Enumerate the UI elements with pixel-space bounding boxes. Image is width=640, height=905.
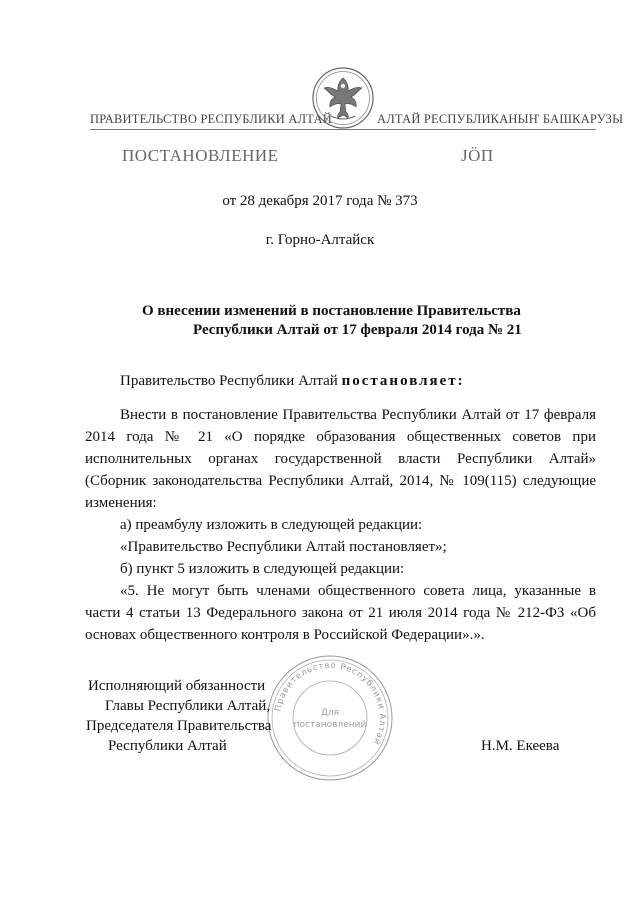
official-stamp [265,653,395,783]
item-a-text: «Правительство Республики Алтай постановляет»; [120,539,447,555]
doc-type-right: ЈӦП [461,146,494,165]
stamp-outer-text: Правительство Республики Алтай [273,660,388,747]
item-b: б) пункт 5 изложить в следующей редакции: [120,561,405,577]
document-date-number: от 28 декабря 2017 года № 373 [222,193,418,209]
signature-title-line4: Республики Алтай [108,738,227,754]
doc-type-left: ПОСТАНОВЛЕНИЕ [122,146,279,165]
body-line: исполнительных органах государственной власти Республики Алтай» [85,451,596,467]
preamble [120,373,465,390]
item-b-line: «5. Не могут быть членами общественного совета лица, указанные в [120,583,596,599]
signature-title-line1: Исполняющий обязанности [88,678,266,694]
body-line: (Сборник законодательства Республики Алтай, 2014, № 109(115) следующие [85,473,596,489]
preamble-emphasis: постановляет: [341,373,465,389]
stamp-inner-line1: Для [320,708,340,718]
item-b-line: части 4 статьи 13 Федерального закона от 21 июля 2014 года № 212-ФЗ «Об [85,605,596,621]
header-org-left: ПРАВИТЕЛЬСТВО РЕСПУБЛИКИ АЛТАЙ [90,112,332,126]
header-org-right: АЛТАЙ РЕСПУБЛИКАНЫҤ БАШКАРУЗЫ [377,112,624,126]
coat-of-arms-icon [311,66,375,130]
body-line: изменения: [85,495,157,511]
signature-title-line2: Главы Республики Алтай, [105,698,271,714]
document-city: г. Горно-Алтайск [265,232,375,248]
body-line: 2014 года № 21 «О порядке образования общественных советов при [85,429,596,445]
document-title-line1: О внесении изменений в постановление Правительства [142,303,521,319]
item-b-line: основах общественного контроля в Российской Федерации».». [85,627,485,643]
body-paragraph-1 [85,404,596,514]
svg-text:Правительство Республики Алтай [273,661,387,747]
document-title-line2: Республики Алтай от 17 февраля 2014 года № 21 [193,322,522,338]
preamble-text: Правительство Республики Алтай [120,373,342,389]
signature-title-line3: Председателя Правительства [86,718,272,734]
item-a: а) преамбулу изложить в следующей редакции: [120,517,423,533]
amendment-list [85,514,596,646]
signer-name: Н.М. Екеева [481,738,560,754]
body-line: Внести в постановление Правительства Республики Алтай от 17 февраля [120,407,596,423]
stamp-inner-line2: постановлений [293,720,367,730]
